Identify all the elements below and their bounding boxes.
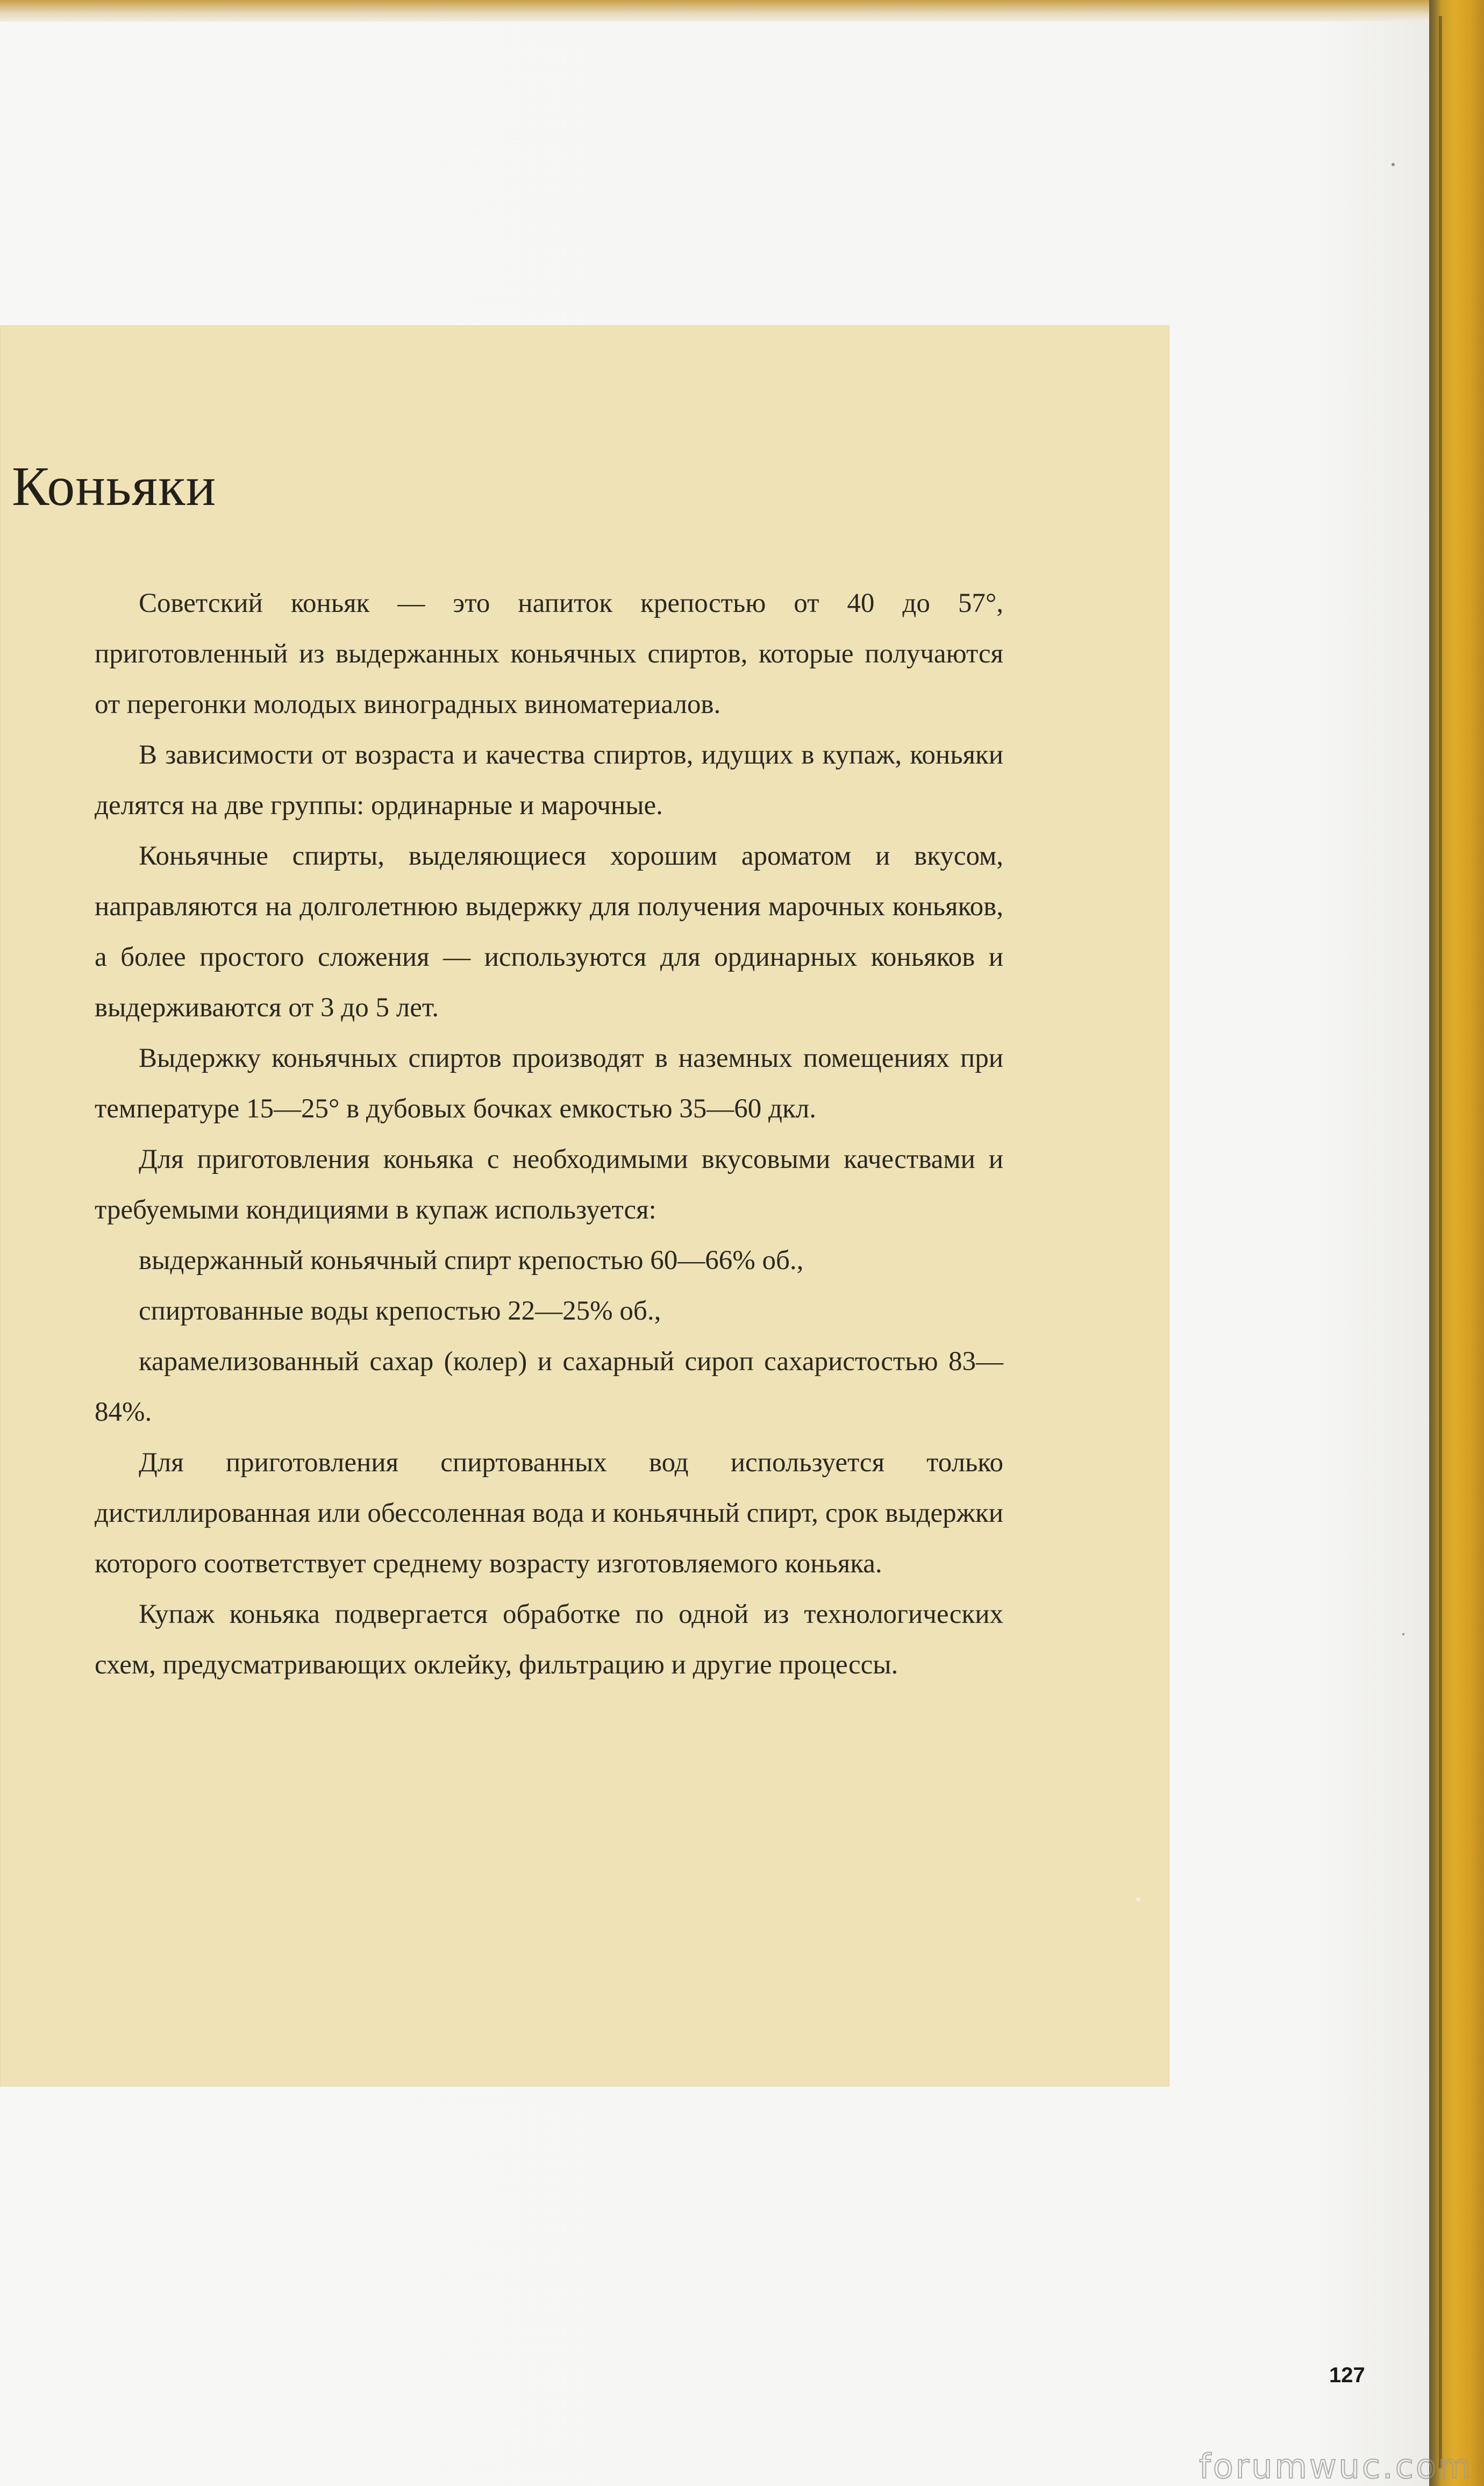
list-item-spirited-water: спиртованные воды крепостью 22—25% об., xyxy=(139,1296,661,1326)
dust-speck xyxy=(1136,1897,1140,1901)
book-spine xyxy=(1429,0,1484,2486)
paragraph-intro: Советский коньяк — это напиток крепостью от 40 до 57°, приготовленный из выдержанных коньячных спиртов, которые получаются от перегонки молодых виноградных виноматериалов. xyxy=(95,588,1003,720)
paragraph-aging-selection: Коньячные спирты, выделяющиеся хорошим ароматом и вкусом, направляются на долголетнюю выдержку для получения марочных коньяков, а более простого сложения — используются для ординарных коньяков и выдерживаются от 3 до 5 лет. xyxy=(95,841,1003,1023)
paragraph-blend-intro: Для приготовления коньяка с необходимыми вкусовыми качествами и требуемыми кондициями в купаж используется: xyxy=(95,1144,1003,1225)
paragraph-aging-conditions: Выдержку коньячных спиртов производят в наземных помещениях при температуре 15—25° в дубовых бочках емкостью 35—60 дкл. xyxy=(95,1043,1003,1124)
watermark: forumwuc.com xyxy=(1199,2447,1473,2486)
dust-speck xyxy=(1402,1633,1404,1635)
paragraph-processing: Купаж коньяка подвергается обработке по одной из технологических схем, предусматривающих оклейку, фильтрацию и другие процессы. xyxy=(95,1599,1003,1680)
page-top-edge xyxy=(0,0,1484,24)
list-item-caramel-sugar: карамелизованный сахар (колер) и сахарный сироп сахаристостью 83—84%. xyxy=(95,1347,1003,1427)
spine-shadow-line xyxy=(1439,16,1442,2468)
dust-speck xyxy=(1392,163,1395,166)
page-number: 127 xyxy=(1329,2363,1365,2387)
article-body xyxy=(95,578,1003,1690)
paragraph-spirited-water: Для приготовления спиртованных вод используется только дистиллированная или обессоленная вода и коньячный спирт, срок выдержки которого соответствует среднему возрасту изготовляемого коньяка. xyxy=(95,1448,1003,1579)
paragraph-groups: В зависимости от возраста и качества спиртов, идущих в купаж, коньяки делятся на две группы: ординарные и марочные. xyxy=(95,740,1003,821)
list-item-aged-spirit: выдержанный коньячный спирт крепостью 60—66% об., xyxy=(139,1245,804,1276)
page-title: Коньяки xyxy=(12,455,217,517)
